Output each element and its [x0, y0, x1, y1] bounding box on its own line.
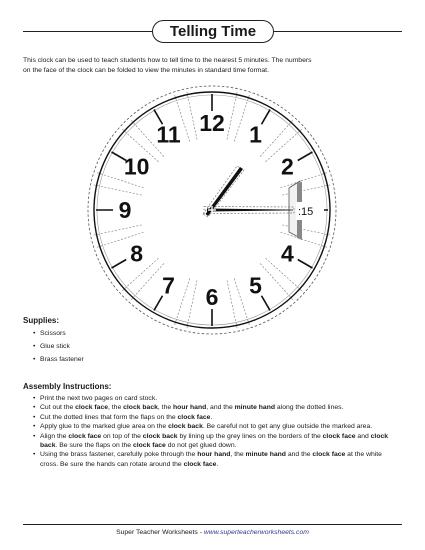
step-text: along the dotted lines.	[275, 404, 344, 412]
flap-cut-line	[187, 91, 197, 140]
step-bold-term: clock face	[132, 442, 166, 450]
step-bold-term: clock face	[312, 451, 346, 459]
step-text: .	[210, 413, 213, 421]
supplies-list	[33, 327, 84, 366]
assembly-step	[33, 450, 401, 469]
flap-cut-line	[260, 264, 293, 301]
step-text: by lining up the grey lines on the borders of the	[177, 432, 323, 440]
step-text: , the	[108, 404, 124, 412]
clock-numeral: 11	[156, 121, 181, 148]
assembly-step	[33, 394, 401, 403]
step-text: Print the next two pages on card stock.	[40, 395, 158, 402]
clock-numeral: 8	[130, 240, 144, 267]
clock-numeral: 12	[199, 110, 225, 136]
step-text: on top of the	[101, 432, 143, 440]
step-bold-term: minute hand	[234, 404, 276, 412]
footer-brand: Super Teacher Worksheets	[116, 529, 198, 536]
supplies-item: • Glue stick	[33, 340, 84, 353]
step-text: Apply glue to the marked glue area on the	[40, 423, 169, 431]
step-bold-term: clock back	[40, 432, 389, 450]
step-text: do not get glued down.	[165, 442, 237, 450]
clock-tick	[262, 110, 271, 125]
step-text: , the	[157, 404, 174, 412]
footer-rule	[23, 524, 402, 525]
step-text: at the white cross. Be sure the hands can rotate around the	[40, 451, 382, 468]
footer-separator: -	[197, 529, 204, 536]
supplies-heading: Supplies:	[23, 316, 60, 325]
assembly-steps-list	[33, 394, 401, 469]
clock-numeral: 4	[280, 240, 294, 267]
flap-cut-line	[234, 278, 249, 326]
step-text: Cut out the	[40, 404, 76, 412]
minute-flap-label: :15	[298, 206, 314, 218]
flap-cut-line	[174, 278, 189, 326]
intro-line-2: on the face of the clock can be folded to view the minutes in standard time format.	[23, 66, 269, 74]
step-text: and	[355, 432, 371, 440]
flap-cut-line	[260, 119, 293, 156]
step-bold-term: clock face	[68, 432, 102, 440]
footer	[0, 529, 425, 536]
assembly-step	[33, 422, 401, 431]
step-text: Align the	[40, 432, 69, 440]
step-bold-term: minute hand	[245, 451, 286, 459]
clock-tick	[112, 260, 127, 269]
step-text: . Be careful not to get any glue outside the marked area.	[202, 423, 373, 431]
clock-tick	[298, 152, 313, 161]
minute-flap	[289, 181, 324, 240]
assembly-step	[33, 413, 401, 422]
assembly-heading: Assembly Instructions:	[23, 382, 112, 391]
step-bold-term: clock face	[322, 432, 356, 440]
step-text: , the	[230, 451, 246, 459]
flap-cut-line	[130, 264, 163, 301]
step-bold-term: clock face	[183, 460, 217, 468]
flap-cut-line	[93, 225, 142, 235]
step-bold-term: hour hand	[197, 451, 231, 459]
clock-numeral: 7	[162, 272, 175, 299]
step-text: , and the	[206, 404, 235, 412]
clock-numeral: 5	[249, 272, 262, 299]
clock-numeral: 6	[205, 284, 219, 310]
intro-line-1: This clock can be used to teach students how to tell time to the nearest 5 minutes. The numbers	[23, 57, 312, 64]
step-text: . Be sure the flaps on the	[55, 442, 133, 450]
flap-cut-line	[187, 280, 197, 329]
step-text: .	[216, 460, 219, 468]
flap-cut-line	[93, 185, 142, 195]
step-bold-term: clock back	[142, 432, 178, 440]
flap-cut-line	[234, 94, 249, 142]
minute-hand	[204, 207, 294, 214]
step-text: Cut the dotted lines that form the flaps on the	[40, 413, 178, 421]
flap-cut-line	[227, 91, 237, 140]
step-bold-term: clock face	[75, 404, 109, 412]
footer-url-link[interactable]: www.superteacherworksheets.com	[203, 529, 309, 536]
assembly-step	[33, 403, 401, 412]
page-title: Telling Time	[152, 20, 274, 43]
clock-tick	[262, 296, 271, 311]
supplies-item: • Scissors	[33, 327, 84, 340]
clock-numeral: 9	[118, 197, 132, 223]
step-text: and the	[285, 451, 313, 459]
step-bold-term: clock face	[177, 413, 211, 421]
step-bold-term: clock back	[123, 404, 158, 412]
flap-cut-line	[227, 280, 237, 329]
assembly-step	[33, 432, 401, 451]
supplies-item: • Brass fastener	[33, 353, 84, 366]
clock-numeral: 1	[249, 121, 262, 148]
clock-tick	[298, 260, 313, 269]
clock-numeral: 2	[280, 153, 294, 180]
step-bold-term: hour hand	[173, 404, 207, 412]
clock-numeral: 10	[123, 153, 150, 180]
step-text: Using the brass fastener, carefully poke through the	[40, 451, 198, 459]
step-bold-term: clock back	[168, 423, 203, 431]
